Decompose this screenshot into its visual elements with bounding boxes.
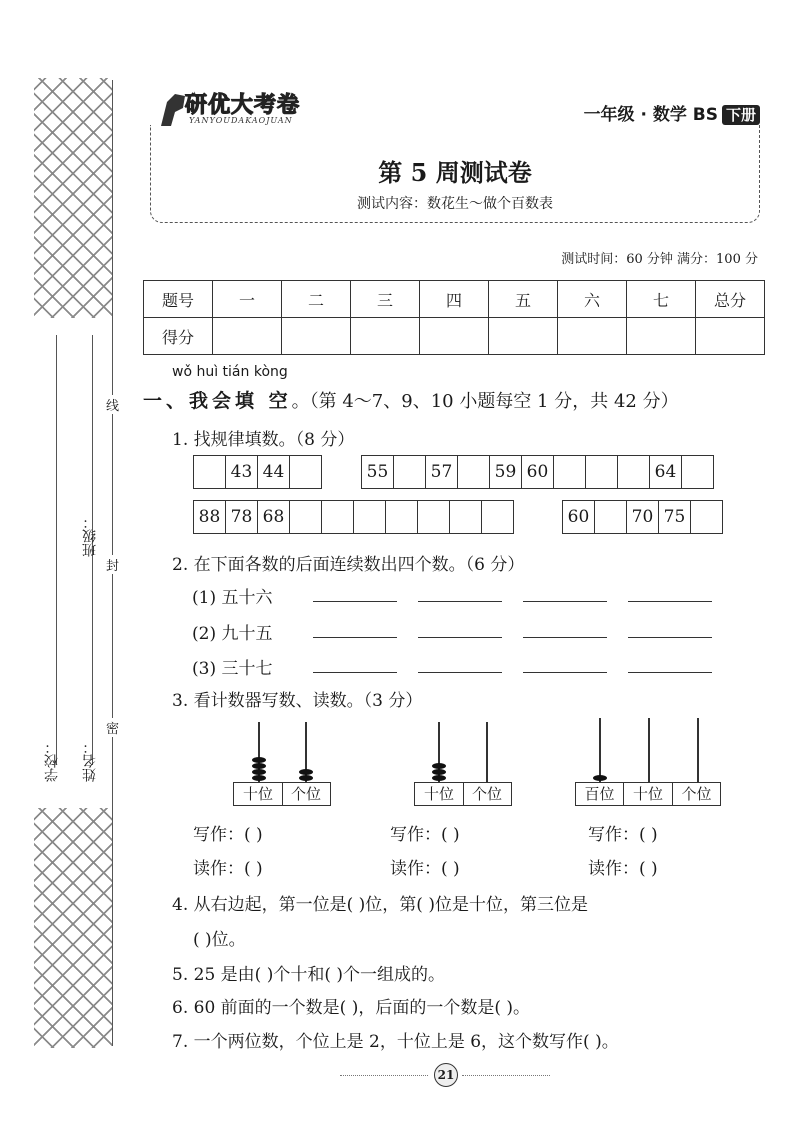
question-7: 7. 一个两位数，个位上是 2，十位上是 6，这个数写作( )。 <box>172 1032 619 1052</box>
page-title: 第 5 周测试卷 <box>378 158 532 187</box>
sequence-row-2b <box>562 500 723 534</box>
score-label-cell: 得分 <box>144 318 213 355</box>
place-label: 个位 <box>290 785 321 803</box>
score-cell: 四 <box>420 281 489 318</box>
place-label: 个位 <box>681 785 712 803</box>
cut-mark-xian: 线 <box>106 395 119 414</box>
number-box: 44 <box>258 456 290 488</box>
blank-number-box[interactable] <box>290 501 322 533</box>
grade-subject <box>584 100 760 125</box>
number-box: 59 <box>490 456 522 488</box>
margin-line-school <box>56 335 57 765</box>
margin-lattice-top <box>34 78 112 318</box>
score-input-cell[interactable] <box>420 318 489 355</box>
abacus-bead <box>299 775 313 781</box>
title-box <box>150 125 760 223</box>
abacus-bead <box>432 775 446 781</box>
score-input-cell[interactable] <box>558 318 627 355</box>
answer-blank[interactable] <box>523 672 607 673</box>
question-1: 1. 找规律填数。（8 分） <box>172 430 355 450</box>
blank-number-box[interactable] <box>618 456 650 488</box>
score-input-cell[interactable] <box>282 318 351 355</box>
logo-subtext: YANYOUDAKAOJUAN <box>189 116 293 125</box>
score-cell: 三 <box>351 281 420 318</box>
read-answer-2[interactable]: 读作：( ) <box>390 859 460 879</box>
q2-item-1: (1) 五十六 <box>192 588 273 608</box>
blank-number-box[interactable] <box>586 456 618 488</box>
score-table <box>143 280 765 355</box>
answer-blank[interactable] <box>523 601 607 602</box>
number-box: 60 <box>563 501 595 533</box>
name-label: 姓名： <box>82 740 98 782</box>
score-value-row <box>144 318 765 355</box>
place-label: 十位 <box>624 783 673 805</box>
sequence-row-2a <box>193 500 514 534</box>
blank-number-box[interactable] <box>482 501 513 533</box>
score-cell: 一 <box>213 281 282 318</box>
question-4-line-2: ( )位。 <box>193 930 246 950</box>
answer-blank[interactable] <box>313 637 397 638</box>
class-label: 班级： <box>82 515 98 557</box>
section-title: 一、我会填 空 <box>143 390 292 412</box>
write-answer-3[interactable]: 写作：( ) <box>588 825 658 845</box>
answer-blank[interactable] <box>523 637 607 638</box>
blank-number-box[interactable] <box>290 456 321 488</box>
cut-mark-feng: 封 <box>106 555 119 574</box>
blank-number-box[interactable] <box>194 456 226 488</box>
score-cell: 六 <box>558 281 627 318</box>
number-box: 75 <box>659 501 691 533</box>
blank-number-box[interactable] <box>691 501 722 533</box>
place-label: 个位 <box>471 785 502 803</box>
answer-blank[interactable] <box>628 637 712 638</box>
sequence-row-1b <box>361 455 714 489</box>
footer-dots-left <box>340 1075 428 1076</box>
question-3: 3. 看计数器写数、读数。（3 分） <box>172 691 423 711</box>
blank-number-box[interactable] <box>418 501 450 533</box>
abacus-bead <box>593 775 607 781</box>
blank-number-box[interactable] <box>682 456 713 488</box>
blank-number-box[interactable] <box>595 501 627 533</box>
score-cell: 题号 <box>144 281 213 318</box>
fist-icon <box>155 88 189 128</box>
sequence-row-1a <box>193 455 322 489</box>
number-box: 68 <box>258 501 290 533</box>
q2-item-2: (2) 九十五 <box>192 624 273 644</box>
number-box: 60 <box>522 456 554 488</box>
abacus-rod <box>599 718 601 782</box>
school-label: 学校： <box>44 740 60 782</box>
blank-number-box[interactable] <box>554 456 586 488</box>
answer-blank[interactable] <box>418 601 502 602</box>
write-answer-2[interactable]: 写作：( ) <box>390 825 460 845</box>
question-4-line-1: 4. 从右边起，第一位是( )位，第( )位是十位，第三位是 <box>172 895 588 915</box>
section-heading <box>143 386 679 413</box>
score-cell: 五 <box>489 281 558 318</box>
score-input-cell[interactable] <box>213 318 282 355</box>
abacus-rod <box>486 722 488 782</box>
answer-blank[interactable] <box>628 601 712 602</box>
place-label: 十位 <box>416 783 464 805</box>
footer-dots-right <box>462 1075 550 1076</box>
abacus-labels <box>414 782 512 806</box>
blank-number-box[interactable] <box>386 501 418 533</box>
score-input-cell[interactable] <box>696 318 765 355</box>
read-answer-3[interactable]: 读作：( ) <box>588 859 658 879</box>
score-header-row <box>144 281 765 318</box>
blank-number-box[interactable] <box>458 456 490 488</box>
question-6: 6. 60 前面的一个数是( )，后面的一个数是( )。 <box>172 998 530 1018</box>
score-cell: 七 <box>627 281 696 318</box>
question-5: 5. 25 是由( )个十和( )个一组成的。 <box>172 965 445 985</box>
question-2: 2. 在下面各数的后面连续数出四个数。（6 分） <box>172 555 525 575</box>
answer-blank[interactable] <box>313 601 397 602</box>
answer-blank[interactable] <box>628 672 712 673</box>
number-box: 70 <box>627 501 659 533</box>
answer-blank[interactable] <box>418 637 502 638</box>
number-box: 88 <box>194 501 226 533</box>
grade-text: 一年级 · 数学 BS <box>583 105 718 125</box>
blank-number-box[interactable] <box>354 501 386 533</box>
place-label: 百位 <box>576 783 624 805</box>
abacus-rod <box>648 718 650 782</box>
abacus-bead <box>252 775 266 781</box>
page-subtitle: 测试内容：数花生～做个百数表 <box>357 196 553 212</box>
blank-number-box[interactable] <box>450 501 482 533</box>
margin-lattice-bottom <box>34 808 112 1048</box>
number-box: 55 <box>362 456 394 488</box>
score-cell: 总分 <box>696 281 765 318</box>
abacus-rod <box>697 718 699 782</box>
abacus-labels <box>233 782 331 806</box>
number-box: 64 <box>650 456 682 488</box>
number-box: 57 <box>426 456 458 488</box>
q2-item-3: (3) 三十七 <box>192 659 273 679</box>
blank-number-box[interactable] <box>394 456 426 488</box>
answer-blank[interactable] <box>418 672 502 673</box>
section-note: 。（第 4～7、9、10 小题每空 1 分，共 42 分） <box>291 391 679 412</box>
number-box: 78 <box>226 501 258 533</box>
answer-blank[interactable] <box>313 672 397 673</box>
page-number: 21 <box>434 1063 458 1087</box>
abacus-labels <box>575 782 721 806</box>
number-box: 43 <box>226 456 258 488</box>
write-answer-1[interactable]: 写作：( ) <box>193 825 263 845</box>
page-footer <box>340 1063 545 1087</box>
cut-mark-mi: 密 <box>106 718 119 737</box>
read-answer-1[interactable]: 读作：( ) <box>193 859 263 879</box>
logo-text: 研优大考卷 <box>185 93 301 118</box>
edition-badge: 下册 <box>722 105 760 125</box>
section-pinyin: wǒ huì tián kòng <box>172 364 288 380</box>
blank-number-box[interactable] <box>322 501 354 533</box>
place-label: 十位 <box>235 783 283 805</box>
time-info: 测试时间：60 分钟 满分：100 分 <box>561 252 758 267</box>
score-input-cell[interactable] <box>489 318 558 355</box>
score-input-cell[interactable] <box>627 318 696 355</box>
score-input-cell[interactable] <box>351 318 420 355</box>
score-cell: 二 <box>282 281 351 318</box>
